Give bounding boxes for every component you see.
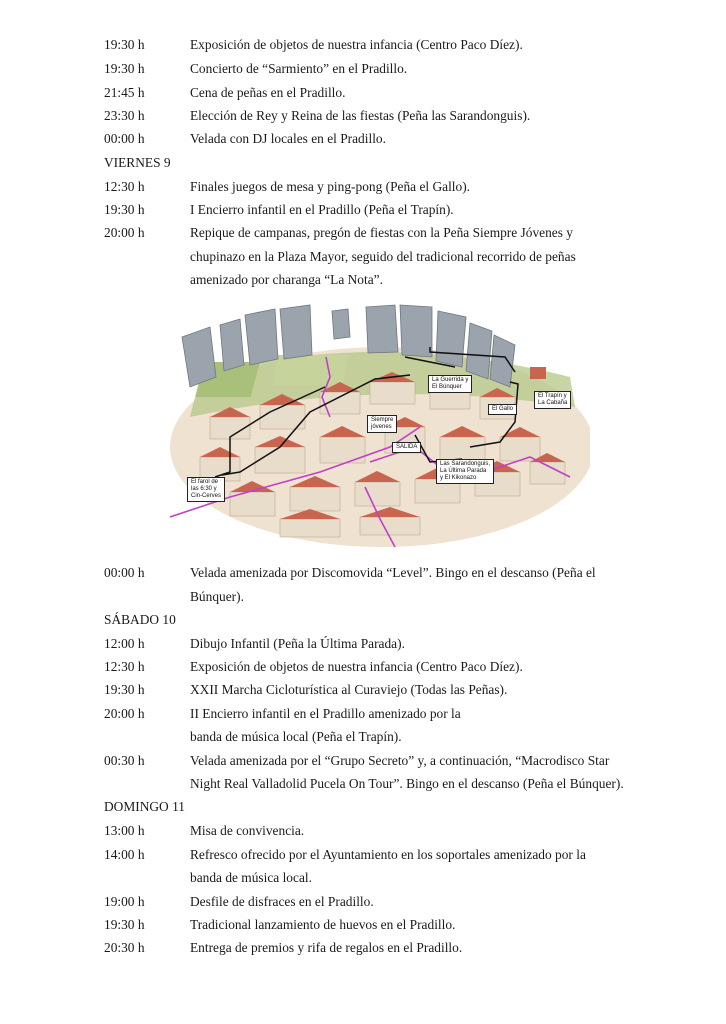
label-line: La Guerrida y [432, 377, 469, 383]
event-description: Refresco ofrecido por el Ayuntamiento en los soportales amenizado por la [190, 847, 586, 862]
map-label-salida [392, 442, 421, 453]
map-label-trapin-cabana [534, 391, 571, 409]
event-description: Exposición de objetos de nuestra infancia (Centro Paco Díez). [190, 659, 523, 674]
event-time: 19:30 h [104, 682, 145, 697]
event-description: II Encierro infantil en el Pradillo amenizado por la [190, 706, 461, 721]
day-heading-viernes: VIERNES 9 [104, 155, 171, 170]
event-description: banda de música local. [190, 870, 312, 885]
event-time: 20:00 h [104, 706, 145, 721]
event-time: 19:30 h [104, 37, 145, 52]
label-line: jóvenes [371, 424, 392, 430]
label-line: El Búnquer [432, 384, 462, 390]
label-line: Siempre [371, 417, 394, 423]
map-label-guerrida-bunquer [428, 375, 472, 393]
event-time: 00:00 h [104, 565, 145, 580]
day-heading-domingo: DOMINGO 11 [104, 799, 185, 814]
event-description: Entrega de premios y rifa de regalos en el Pradillo. [190, 940, 463, 955]
route-map-illustration [170, 287, 590, 555]
event-time: 19:30 h [104, 202, 145, 217]
event-description: Elección de Rey y Reina de las fiestas (Peña las Sarandonguis). [190, 108, 531, 123]
label-line: La Última Parada [440, 468, 487, 474]
label-line: las 6:30 y [191, 486, 217, 492]
event-description: Concierto de “Sarmiento” en el Pradillo. [190, 61, 408, 76]
event-time: 19:30 h [104, 61, 145, 76]
map-label-farol [187, 477, 225, 502]
map-label-sarandonguis [436, 459, 494, 484]
event-time: 19:00 h [104, 894, 145, 909]
event-time: 23:30 h [104, 108, 145, 123]
event-time: 12:30 h [104, 179, 145, 194]
event-description: I Encierro infantil en el Pradillo (Peña el Trapín). [190, 202, 454, 217]
event-description: Búnquer). [190, 589, 244, 604]
label-line: Las Sarandonguis, [440, 461, 491, 467]
event-time: 19:30 h [104, 917, 145, 932]
event-description: Exposición de objetos de nuestra infancia (Centro Paco Díez). [190, 37, 523, 52]
label-line: y El Kikonazo [440, 475, 477, 481]
event-description: Velada amenizada por Discomovida “Level”. Bingo en el descanso (Peña el [190, 565, 596, 580]
event-time: 13:00 h [104, 823, 145, 838]
event-description: chupinazo en la Plaza Mayor, seguido del tradicional recorrido de peñas [190, 249, 576, 264]
event-description: Velada amenizada por el “Grupo Secreto” y, a continuación, “Macrodisco Star [190, 753, 610, 768]
event-description: Velada con DJ locales en el Pradillo. [190, 131, 386, 146]
label-line: La Cabaña [538, 400, 568, 406]
event-time: 20:30 h [104, 940, 145, 955]
label-line: Cin-Cerves [191, 493, 222, 499]
event-time: 21:45 h [104, 85, 145, 100]
label-line: El Gallo [492, 406, 514, 412]
event-description: Repique de campanas, pregón de fiestas con la Peña Siempre Jóvenes y [190, 225, 573, 240]
event-time: 00:00 h [104, 131, 145, 146]
event-time: 20:00 h [104, 225, 145, 240]
event-description: Dibujo Infantil (Peña la Última Parada). [190, 636, 405, 651]
event-time: 14:00 h [104, 847, 145, 862]
event-description: Cena de peñas en el Pradillo. [190, 85, 346, 100]
event-time: 12:00 h [104, 636, 145, 651]
event-description: Misa de convivencia. [190, 823, 305, 838]
event-time: 12:30 h [104, 659, 145, 674]
event-description: XXII Marcha Cicloturística al Curaviejo (Todas las Peñas). [190, 682, 508, 697]
event-description: amenizado por charanga “La Nota”. [190, 272, 383, 287]
label-line: El Trapín y [538, 393, 567, 399]
label-line: SALIDA [396, 444, 418, 450]
event-description: Night Real Valladolid Pucela On Tour”. Bingo en el descanso (Peña el Búnquer). [190, 776, 624, 791]
event-description: Desfile de disfraces en el Pradillo. [190, 894, 374, 909]
label-line: El farol de [191, 479, 219, 485]
event-description: Tradicional lanzamiento de huevos en el Pradillo. [190, 917, 456, 932]
map-label-gallo [488, 404, 517, 415]
event-description: banda de música local (Peña el Trapín). [190, 729, 402, 744]
day-heading-sabado: SÁBADO 10 [104, 612, 176, 627]
event-time: 00:30 h [104, 753, 145, 768]
event-description: Finales juegos de mesa y ping-pong (Peña el Gallo). [190, 179, 471, 194]
map-label-siempre-jovenes [367, 415, 397, 433]
